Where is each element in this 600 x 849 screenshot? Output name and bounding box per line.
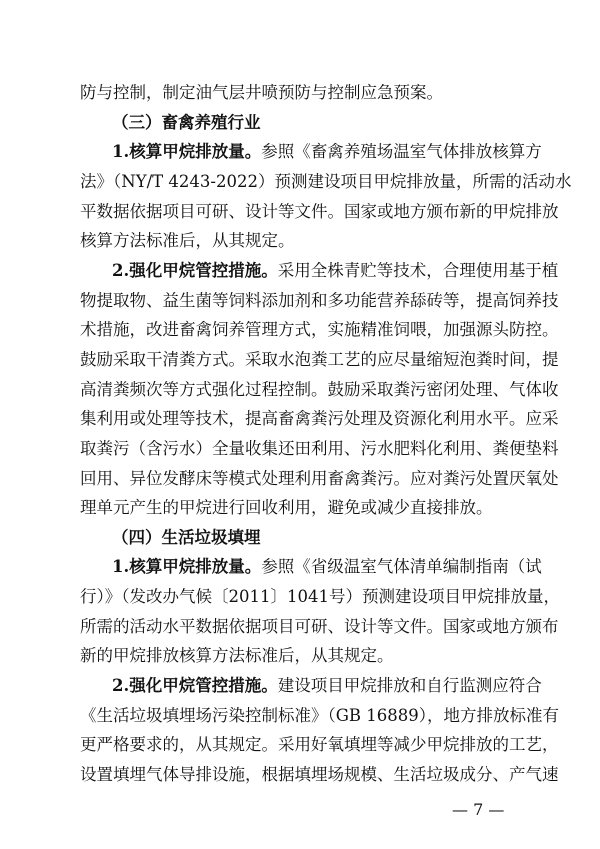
paragraph-line: 术措施，改进畜禽饲养管理方式，实施精准饲喂，加强源头防控。	[80, 320, 559, 340]
paragraph-line: 法》（NY/T 4243-2022）预测建设项目甲烷排放量，所需的活动水	[80, 172, 572, 191]
paragraph-line: 回用、异位发酵床等模式处理利用畜禽粪污。应对粪污处置厌氧处	[80, 468, 559, 488]
subheading-methane-control: 2.强化甲烷管控措施。	[112, 260, 278, 280]
section-heading-livestock: （三）畜禽养殖行业	[112, 112, 261, 132]
paragraph-line: 集利用或处理等技术，提高畜禽粪污处理及资源化利用水平。应采	[80, 409, 559, 429]
subheading-methane-control: 2.强化甲烷管控措施。	[112, 676, 278, 695]
paragraph-line: 《生活垃圾填埋场污染控制标准》（GB 16889），地方排放标准有	[80, 705, 560, 725]
subheading-methane-accounting: 1.核算甲烷排放量。	[112, 557, 262, 577]
paragraph-line: 高清粪频次等方式强化过程控制。鼓励采取粪污密闭处理、气体收	[80, 379, 559, 399]
paragraph-line: 1.核算甲烷排放量。参照《省级温室气体清单编制指南（试	[112, 557, 542, 577]
paragraph-line: 2.强化甲烷管控措施。采用全株青贮等技术，合理使用基于植	[112, 260, 559, 280]
paragraph-line: 2.强化甲烷管控措施。建设项目甲烷排放和自行监测应符合	[112, 676, 542, 695]
paragraph-line: 物提取物、益生菌等饲料添加剂和多功能营养舔砖等，提高饲养技	[80, 290, 559, 310]
paragraph-line: 鼓励采取干清粪方式。采取水泡粪工艺的应尽量缩短泡粪时间，提	[80, 349, 559, 369]
paragraph-line: 所需的活动水平数据依据项目可研、设计等文件。国家或地方颁布	[80, 616, 559, 636]
paragraph-line: 平数据依据项目可研、设计等文件。国家或地方颁布新的甲烷排放	[80, 201, 559, 221]
paragraph-line: 1.核算甲烷排放量。参照《畜禽养殖场温室气体排放核算方	[112, 142, 542, 162]
section-heading-landfill: （四）生活垃圾填埋	[112, 527, 261, 547]
paragraph-line: 新的甲烷排放核算方法标准后，从其规定。	[80, 646, 394, 666]
paragraph-line: 取粪污（含污水）全量收集还田利用、污水肥料化利用、粪便垫料	[80, 438, 559, 458]
paragraph-line: 核算方法标准后，从其规定。	[80, 231, 295, 251]
paragraph-line: 行）》（发改办气候〔2011〕1041号）预测建设项目甲烷排放量，	[80, 587, 560, 607]
page-number: — 7 —	[452, 800, 505, 819]
paragraph-line: 理单元产生的甲烷进行回收利用，避免或减少直接排放。	[80, 498, 493, 518]
paragraph-line: 防与控制，制定油气层井喷预防与控制应急预案。	[80, 83, 443, 102]
subheading-methane-accounting: 1.核算甲烷排放量。	[112, 142, 262, 162]
paragraph-line: 更严格要求的，从其规定。采用好氧填埋等减少甲烷排放的工艺，	[80, 735, 559, 755]
paragraph-line: 设置填埋气体导排设施，根据填埋场规模、生活垃圾成分、产气速	[80, 765, 559, 784]
